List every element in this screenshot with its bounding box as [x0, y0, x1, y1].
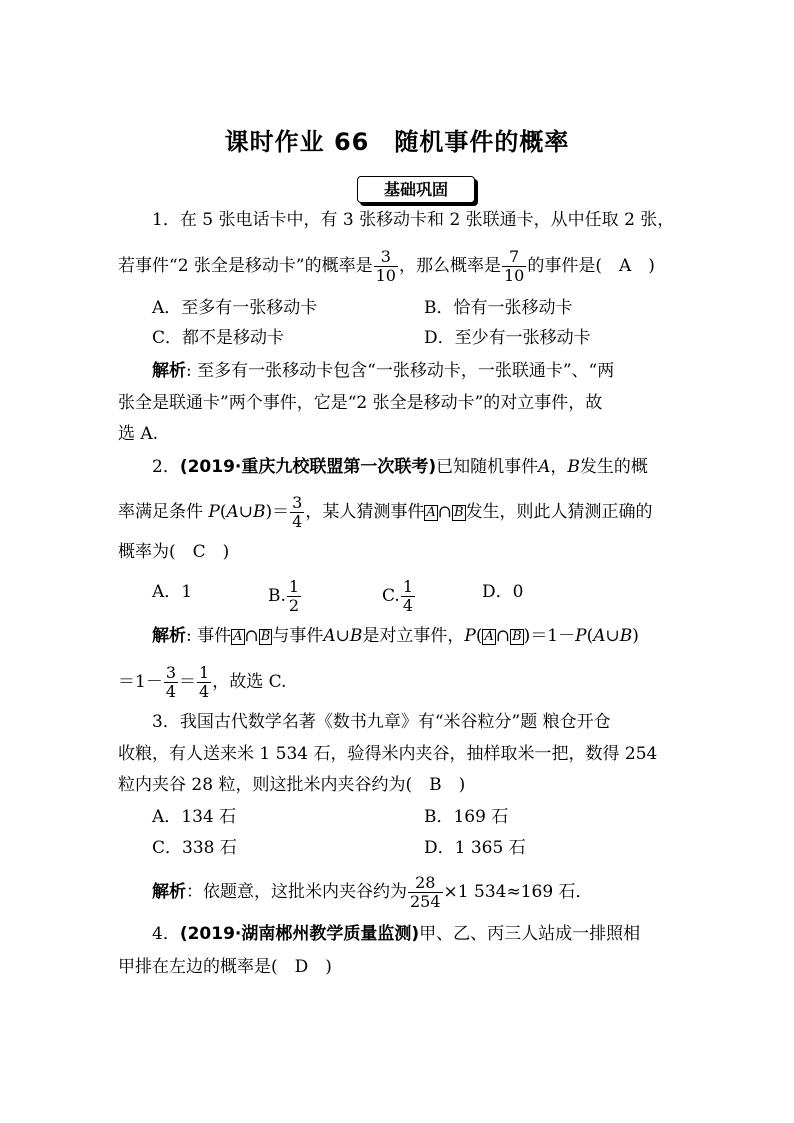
solution-label: 解析 — [152, 882, 186, 902]
question-source: (2019·重庆九校联盟第一次联考) — [179, 457, 437, 477]
page-title: 课时作业 66 随机事件的概率 — [224, 128, 570, 156]
fraction: $\frac{1}{4}$ — [199, 663, 210, 701]
fraction: $\frac{28}{254}$ — [410, 873, 441, 911]
q3-line-3: 粒内夹谷 28 粒，则这批米内夹谷约为( B ) — [118, 775, 466, 795]
q1-option-a: A．至多有一张移动卡 — [152, 298, 318, 318]
q2-option-b: B. $\frac{1}{2}$ — [268, 577, 300, 615]
q1-option-c: C．都不是移动卡 — [152, 328, 285, 348]
q1-option-b: B．恰有一张移动卡 — [424, 298, 573, 318]
q4-line-2: 甲排在左边的概率是( D ) — [118, 957, 332, 977]
q2-option-d: D．0 — [482, 582, 524, 602]
fraction: $\frac{3}{4}$ — [292, 493, 303, 531]
q1-line-1: 1．在 5 张电话卡中，有 3 张移动卡和 2 张联通卡，从中任取 2 张， — [152, 210, 675, 230]
q3-option-a: A．134 石 — [152, 807, 237, 827]
question-source: (2019·湖南郴州教学质量监测) — [179, 924, 420, 944]
fraction: $\frac{3}{4}$ — [165, 663, 177, 701]
q2-line-2: 率满足条件 P(A∪B)＝ $\frac{3}{4}$ ，某人猜测事件 A ∩ B 发生，则此人猜测正确的 — [118, 493, 653, 531]
q2-option-a: A．1 — [152, 582, 193, 602]
q2-line-3: 概率为( C ) — [118, 542, 230, 562]
fraction: $\frac{1}{2}$ — [288, 577, 300, 615]
fraction: $\frac{7}{10}$ — [503, 247, 525, 285]
q1-solution-line-1: 解析: 至多有一张移动卡包含“一张移动卡，一张联通卡”、“两 — [152, 361, 615, 381]
q2-line-1: 2．(2019·重庆九校联盟第一次联考)已知随机事件A，B发生的概 — [152, 457, 648, 477]
q2-solution-line-1: 解析: 事件 A ∩ B 与事件A∪B是对立事件，P( A ∩ B )＝1－P(A∪B) — [152, 626, 639, 646]
q3-line-2: 收粮，有人送来米 1 534 石，验得米内夹谷，抽样取米一把，数得 254 — [118, 744, 658, 764]
fraction: $\frac{3}{10}$ — [375, 247, 396, 285]
complement-a-symbol: A — [426, 505, 436, 520]
q1-solution-line-2: 张全是联通卡”两个事件，它是“2 张全是移动卡”的对立事件，故 — [118, 393, 603, 413]
solution-label: 解析 — [152, 361, 186, 381]
q3-option-d: D．1 365 石 — [424, 838, 526, 858]
section-badge: 基础巩固 — [357, 176, 475, 203]
fraction: $\frac{1}{4}$ — [402, 577, 413, 615]
q1-line-2: 若事件“2 张全是移动卡”的概率是 $\frac{3}{10}$ ，那么概率是 $\frac{7}{10}$ 的事件是( A ) — [118, 247, 655, 285]
q4-line-1: 4．(2019·湖南郴州教学质量监测)甲、乙、丙三人站成一排照相 — [152, 924, 641, 944]
q3-option-b: B．169 石 — [424, 807, 509, 827]
q2-option-c: C. $\frac{1}{4}$ — [382, 577, 413, 615]
q1-solution-line-3: 选 A. — [118, 424, 159, 444]
q3-solution-line-1: 解析：依题意，这批米内夹谷约为 $\frac{28}{254}$ ×1 534≈169 石． — [152, 873, 593, 911]
q2-solution-line-2: ＝1－ $\frac{3}{4}$ ＝ $\frac{1}{4}$ ，故选 C. — [118, 663, 287, 701]
complement-b-symbol: B — [454, 505, 464, 520]
q3-line-1: 3．我国古代数学名著《数书九章》有“米谷粒分”题 粮仓开仓 — [152, 712, 611, 732]
solution-label: 解析 — [152, 626, 186, 646]
q3-option-c: C．338 石 — [152, 838, 237, 858]
q1-option-d: D．至少有一张移动卡 — [424, 328, 591, 348]
